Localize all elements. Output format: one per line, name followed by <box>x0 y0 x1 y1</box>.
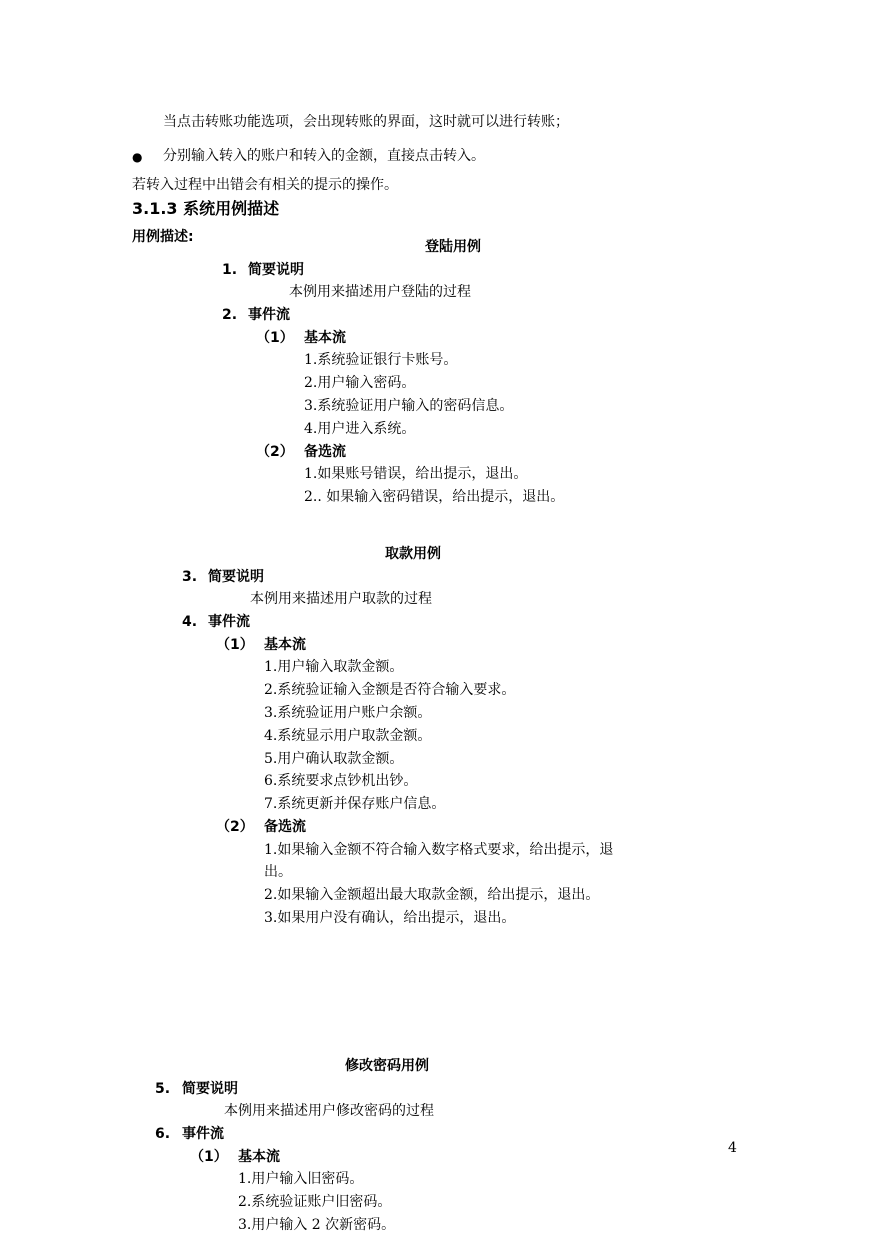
item-text: 本例用来描述用户修改密码的过程 <box>224 1103 434 1119</box>
item-number: 1. <box>222 262 238 278</box>
step-text: 1.用户输入旧密码。 <box>238 1171 364 1187</box>
item-number: 2. <box>222 307 238 323</box>
item-text: 本例用来描述用户取款的过程 <box>250 591 432 607</box>
subitem-number: （1） <box>216 637 254 653</box>
step-text: 3.用户输入 2 次新密码。 <box>238 1217 396 1233</box>
item-label: 事件流 <box>248 307 290 323</box>
step-text: 1.系统验证银行卡账号。 <box>304 352 458 368</box>
step-text: 3.如果用户没有确认，给出提示，退出。 <box>264 910 516 926</box>
intro-line: 若转入过程中出错会有相关的提示的操作。 <box>132 177 398 193</box>
subitem-number: （2） <box>256 444 294 460</box>
step-text: 2.如果输入金额超出最大取款金额，给出提示，退出。 <box>264 887 600 903</box>
step-text: 4.用户进入系统。 <box>304 421 416 437</box>
item-label: 简要说明 <box>248 262 304 278</box>
step-text: 5.用户确认取款金额。 <box>264 751 404 767</box>
usecase-title: 登陆用例 <box>425 239 481 255</box>
step-text: 2.系统验证账户旧密码。 <box>238 1194 392 1210</box>
step-text: 出。 <box>264 864 292 880</box>
step-text: 3.系统验证用户输入的密码信息。 <box>304 398 514 414</box>
step-text: 2.系统验证输入金额是否符合输入要求。 <box>264 682 516 698</box>
item-number: 5. <box>155 1081 171 1097</box>
usecase-title: 取款用例 <box>385 546 441 562</box>
subitem-number: （2） <box>216 819 254 835</box>
bullet-text: 分别输入转入的账户和转入的金额，直接点击转入。 <box>163 148 485 164</box>
section-label: 用例描述: <box>132 229 194 245</box>
step-text: 3.系统验证用户账户余额。 <box>264 705 432 721</box>
page-number: 4 <box>728 1140 737 1156</box>
subitem-number: （1） <box>190 1149 228 1165</box>
step-text: 1.用户输入取款金额。 <box>264 659 404 675</box>
bullet-icon: ● <box>132 150 143 164</box>
step-text: 7.系统更新并保存账户信息。 <box>264 796 446 812</box>
subitem-label: 基本流 <box>304 330 346 346</box>
item-number: 6. <box>155 1126 171 1142</box>
subitem-label: 基本流 <box>264 637 306 653</box>
item-text: 本例用来描述用户登陆的过程 <box>289 284 471 300</box>
subitem-label: 基本流 <box>238 1149 280 1165</box>
step-text: 1.如果输入金额不符合输入数字格式要求，给出提示，退 <box>264 842 614 858</box>
subitem-label: 备选流 <box>304 444 346 460</box>
usecase-title: 修改密码用例 <box>345 1058 429 1074</box>
item-number: 4. <box>182 614 198 630</box>
step-text: 1.如果账号错误，给出提示，退出。 <box>304 466 528 482</box>
item-label: 事件流 <box>182 1126 224 1142</box>
subitem-number: （1） <box>256 330 294 346</box>
intro-line: 当点击转账功能选项，会出现转账的界面，这时就可以进行转账； <box>163 114 569 130</box>
subitem-label: 备选流 <box>264 819 306 835</box>
step-text: 2.. 如果输入密码错误，给出提示，退出。 <box>304 489 565 505</box>
step-text: 6.系统要求点钞机出钞。 <box>264 773 418 789</box>
step-text: 4.系统显示用户取款金额。 <box>264 728 432 744</box>
item-label: 简要说明 <box>182 1081 238 1097</box>
item-label: 事件流 <box>208 614 250 630</box>
item-number: 3. <box>182 569 198 585</box>
item-label: 简要说明 <box>208 569 264 585</box>
section-heading: 3.1.3 系统用例描述 <box>132 199 280 218</box>
step-text: 2.用户输入密码。 <box>304 375 416 391</box>
